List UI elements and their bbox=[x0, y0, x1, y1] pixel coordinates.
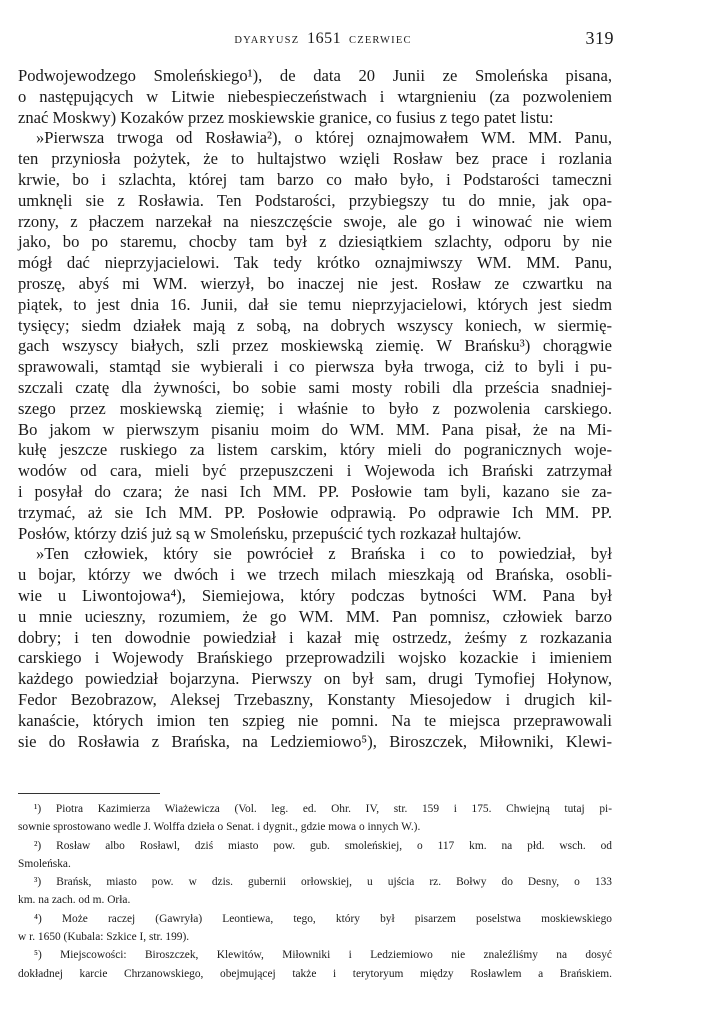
footnote-line: dokładnej karcie Chrzanowskiego, obejmującej także i terytoryum między Rosławlem a Brańskiem. bbox=[18, 967, 612, 980]
text-line: trzymać, aż sie Ich MM. PP. Posłowie odprawią. Po odprawie Ich MM. PP. bbox=[18, 502, 612, 522]
footnote-line: ¹) Piotra Kazimierza Wiażewicza (Vol. leg. ed. Ohr. IV, str. 159 i 175. Chwiejną tutaj pi- bbox=[34, 803, 612, 815]
text-line: »Ten człowiek, który sie powrócieł z Brańska i co to powiedział, był bbox=[36, 544, 612, 564]
running-head-year: 1651 bbox=[307, 30, 342, 47]
footnote-line: Smoleńska. bbox=[18, 857, 71, 870]
text-line: sprawowali, stamtąd sie wybierali i co pierwsza była trwoga, ciż to byli i pu- bbox=[18, 357, 612, 377]
footnote-line: w r. 1650 (Kubala: Szkice I, str. 199). bbox=[18, 931, 190, 944]
text-line: Posłów, którzy dziś już są w Smoleńsku, przepuścić tych rozkazał hultajów. bbox=[18, 523, 522, 543]
footnote-line: ²) Rosław albo Rosławl, dziś miasto pow. gub. smoleńskiej, o 117 km. na płd. wsch. od bbox=[34, 839, 612, 852]
text-line: piątek, to jest dnia 16. Junii, dał sie temu nieprzyjacielowi, których jest siedm bbox=[18, 294, 612, 314]
running-head bbox=[16, 30, 616, 48]
text-line: Fedor Bezobrazow, Aleksej Trzebaszny, Konstanty Miesojedow i drugich kil- bbox=[18, 689, 612, 709]
text-line: szczali czatę dla żywności, bo sobie sami mosty robili dla prześcia snadniej- bbox=[18, 377, 612, 397]
footnote-line: ⁵) Miejscowości: Biroszczek, Klewitów, Miłowniki i Ledziemiowo nie znaleźliśmy na dosyć bbox=[34, 949, 612, 962]
text-line: mógł dać nieprzyjacielowi. Tak tedy krótko oznajmiwszy WM. MM. Panu, bbox=[18, 253, 612, 273]
text-line: kanaście, których imion ten szpieg nie pomni. Na te miejsca przeprawowali bbox=[18, 710, 612, 730]
text-line: Bo jakom w pierwszym pisaniu moim do WM. MM. Pana pisał, że na Mi- bbox=[18, 419, 612, 439]
text-line: szego przez moskiewską ziemię; i właśnie to było z pozwolenia carskiego. bbox=[18, 398, 612, 418]
text-line: wie u Liwontojowa⁴), Siemiejowa, który podczas bytności WM. Pana był bbox=[18, 585, 612, 605]
text-line: tysięcy; siedm działek mają z sobą, na dobrych wszyscy koniech, w siermię- bbox=[18, 315, 612, 335]
text-line: wodów od cara, mieli być przepuszczeni i Wojewoda ich Brański zatrzymał bbox=[18, 461, 612, 481]
text-line: »Pierwsza trwoga od Rosławia²), o której oznajmowałem WM. MM. Panu, bbox=[36, 128, 612, 148]
text-line: sie do Rosławia z Brańska, na Ledziemiowo⁵), Biroszczek, Miłowniki, Klewi- bbox=[18, 731, 612, 751]
text-line: każdego powiedział bojarzyna. Pierwszy on był sam, drugi Tymofiej Hołynow, bbox=[18, 669, 612, 689]
text-line: umknęli sie z Rosławia. Ten Podstarości, przybiegszy tu do mnie, jak opa- bbox=[18, 190, 612, 210]
text-line: gach wszyscy białych, szli przez moskiewską ziemię. W Brańsku³) chorągwie bbox=[18, 336, 612, 356]
text-line: ten przyniosła pożytek, że to hultajstwo wzięli Rosław bez prace i rozlania bbox=[18, 149, 612, 169]
text-line: kułę jeszcze ruskiego za listem carskim, który mieli do pogranicznych woje- bbox=[18, 440, 612, 460]
footnote-divider bbox=[18, 793, 160, 794]
page-number: 319 bbox=[585, 28, 614, 48]
text-line: rzony, z płaczem narzekał na nieszczęście swoje, ale go i winować nie wiem bbox=[18, 211, 612, 231]
text-line: u bojar, którzy we dwóch i we trzech milach mieszkają od Brańska, osobli- bbox=[18, 565, 612, 585]
text-line: dobry; i ten dowodnie powiedział i kazał mię ostrzedz, żeśmy z rozkazania bbox=[18, 627, 612, 647]
footnote-line: ⁴) Może raczej (Gawryła) Leontiewa, tego, który był pisarzem poselstwa moskiewskiego bbox=[34, 912, 612, 925]
text-line: jako, bo po staremu, chocby tam był z dziesiątkiem szlachty, odporu by nie bbox=[18, 232, 612, 252]
text-line: i posyłał do czara; że nasi Ich MM. PP. Posłowie tam byli, kazano sie za- bbox=[18, 481, 612, 501]
footnote-line: sownie sprostowano wedle J. Wolffa dzieła o Senat. i dygnit., gdzie mowa o innych W.). bbox=[18, 821, 421, 834]
running-head-title: DYARYUSZ bbox=[234, 35, 300, 46]
body-text bbox=[18, 66, 612, 752]
text-line: o następujących w Litwie niebespieczeństwach i wtargnieniu (za pozwoleniem bbox=[18, 86, 612, 106]
footnotes bbox=[18, 800, 612, 983]
page-header bbox=[16, 28, 616, 56]
text-line: carskiego i Wojewody Brańskiego przeprowadzili wojsko kozackie i imieniem bbox=[18, 648, 612, 668]
footnote-line: km. na zach. od m. Orła. bbox=[18, 894, 131, 907]
footnote-line: ³) Brańsk, miasto pow. w dzis. gubernii orłowskiej, u ujścia rz. Bołwy do Desny, o 133 bbox=[34, 876, 612, 889]
running-head-month: CZERWIEC bbox=[349, 35, 412, 46]
text-line: znać Moskwy) Kozaków przez moskiewskie granice, co fusius z tego patet listu: bbox=[18, 107, 554, 127]
text-line: proszę, abyś mi WM. wierzył, bo inaczej nie jest. Rosław ze czwartku na bbox=[18, 273, 612, 293]
text-line: Podwojewodzego Smoleńskiego¹), de data 20 Junii ze Smoleńska pisana, bbox=[18, 66, 612, 85]
text-line: u mnie ucieszny, rozumiem, że go WM. MM. Pan pomnisz, człowiek barzo bbox=[18, 606, 612, 626]
text-line: krwie, bo i szlachta, której tam barzo co mało było, i Podstarości tameczni bbox=[18, 169, 612, 189]
